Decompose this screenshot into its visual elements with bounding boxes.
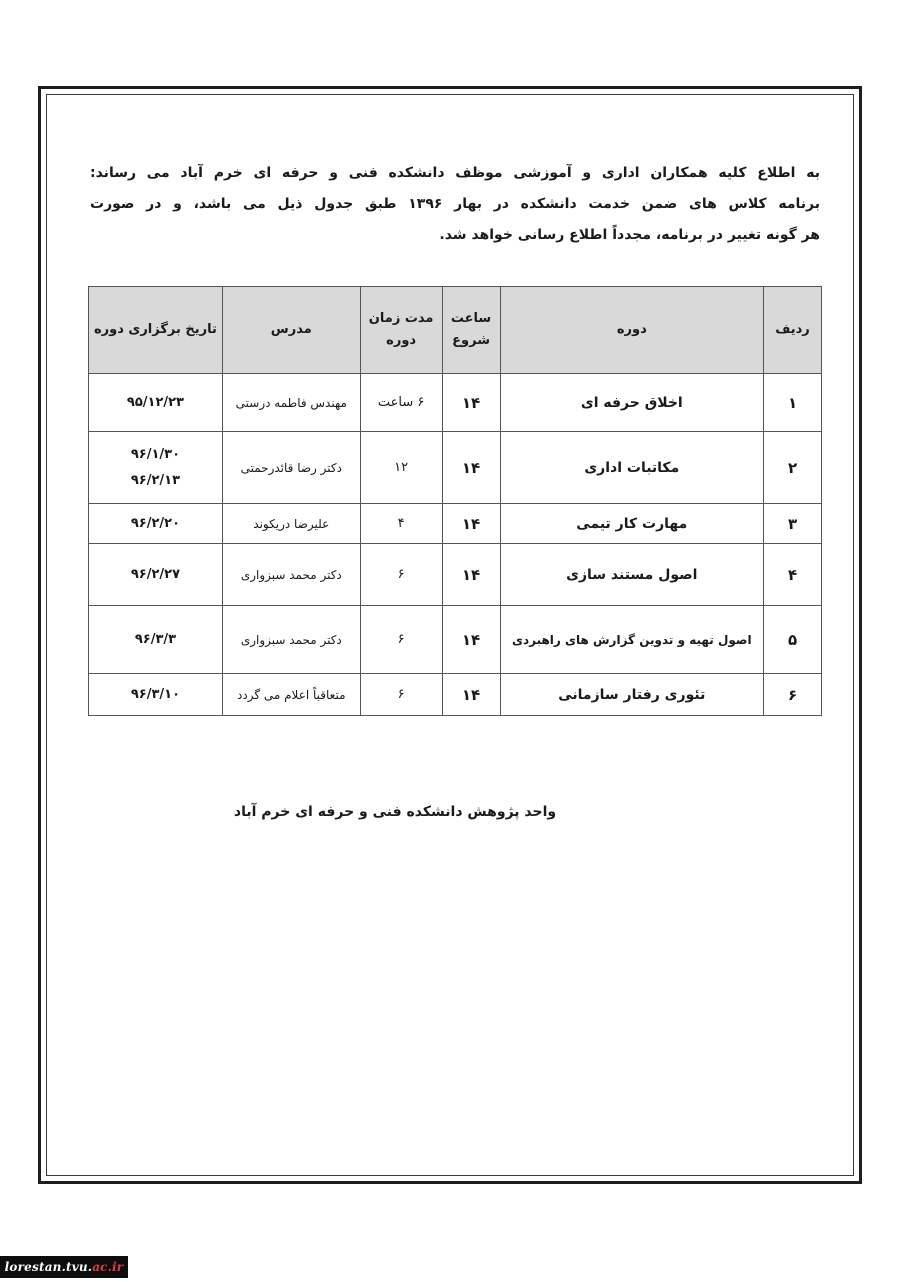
row-number: ۳ <box>764 504 822 544</box>
row-number: ۵ <box>764 606 822 674</box>
watermark-tld: ac.ir <box>92 1260 124 1274</box>
teacher: دکتر رضا قائدرحمتی <box>222 432 360 504</box>
signature-text: واحد پژوهش دانشکده فنی و حرفه ای خرم آباد <box>233 804 557 820</box>
course-name: تئوری رفتار سازمانی <box>500 674 764 716</box>
table-row <box>89 606 822 674</box>
site-watermark <box>0 1256 128 1278</box>
course-date <box>89 544 223 606</box>
table-row <box>89 374 822 432</box>
start-hour: ۱۴ <box>442 674 500 716</box>
course-name: اصول تهیه و تدوین گزارش های راهبردی <box>500 606 764 674</box>
duration: ۶ <box>360 606 442 674</box>
course-date-1: ۹۵/۱۲/۲۳ <box>126 394 184 410</box>
watermark-host: lorestan.tvu. <box>4 1260 93 1274</box>
start-hour: ۱۴ <box>442 606 500 674</box>
intro-paragraph <box>90 158 820 251</box>
start-hour: ۱۴ <box>442 544 500 606</box>
teacher: علیرضا دریکوند <box>222 504 360 544</box>
header-duration: مدت زمان دوره <box>360 287 442 374</box>
teacher: مهندس فاطمه درستی <box>222 374 360 432</box>
course-date-2: ۹۶/۲/۱۳ <box>130 472 181 488</box>
intro-line-2: برنامه کلاس های ضمن خدمت دانشکده در بهار ۱۳۹۶ طبق جدول ذیل می باشد، و در صورت <box>90 196 821 212</box>
course-name: اخلاق حرفه ای <box>500 374 764 432</box>
course-date-1: ۹۶/۲/۲۰ <box>130 515 181 531</box>
course-name: مهارت کار تیمی <box>500 504 764 544</box>
course-name: مکاتبات اداری <box>500 432 764 504</box>
row-number: ۱ <box>764 374 822 432</box>
intro-line-3: هر گونه تغییر در برنامه، مجدداً اطلاع رسانی خواهد شد. <box>439 227 820 243</box>
row-number: ۴ <box>764 544 822 606</box>
teacher: دکتر محمد سبزواری <box>222 606 360 674</box>
duration: ۶ <box>360 674 442 716</box>
header-start-hour: ساعت شروع <box>442 287 500 374</box>
table-header-row <box>89 287 822 374</box>
signature-block <box>90 804 820 820</box>
duration: ۴ <box>360 504 442 544</box>
course-date-1: ۹۶/۲/۲۷ <box>130 566 181 582</box>
start-hour: ۱۴ <box>442 504 500 544</box>
course-date-1: ۹۶/۳/۳ <box>134 631 177 647</box>
duration: ۶ ساعت <box>360 374 442 432</box>
table-row <box>89 544 822 606</box>
course-date <box>89 432 223 504</box>
course-date-1: ۹۶/۳/۱۰ <box>130 686 181 702</box>
header-row-number: ردیف <box>764 287 822 374</box>
course-date <box>89 374 223 432</box>
teacher: دکتر محمد سبزواری <box>222 544 360 606</box>
teacher: متعاقباً اعلام می گردد <box>222 674 360 716</box>
header-teacher: مدرس <box>222 287 360 374</box>
course-date <box>89 606 223 674</box>
header-course: دوره <box>500 287 764 374</box>
header-date: تاریخ برگزاری دوره <box>89 287 223 374</box>
table-row <box>89 432 822 504</box>
table-row <box>89 674 822 716</box>
row-number: ۲ <box>764 432 822 504</box>
table-row <box>89 504 822 544</box>
course-date <box>89 504 223 544</box>
duration: ۶ <box>360 544 442 606</box>
course-date-1: ۹۶/۱/۳۰ <box>130 446 181 462</box>
start-hour: ۱۴ <box>442 374 500 432</box>
course-name: اصول مستند سازی <box>500 544 764 606</box>
intro-line-1: به اطلاع کلیه همکاران اداری و آموزشی موظف دانشکده فنی و حرفه ای خرم آباد می رساند: <box>90 165 820 181</box>
duration: ۱۲ <box>360 432 442 504</box>
course-date <box>89 674 223 716</box>
course-schedule-table <box>88 286 822 716</box>
start-hour: ۱۴ <box>442 432 500 504</box>
row-number: ۶ <box>764 674 822 716</box>
